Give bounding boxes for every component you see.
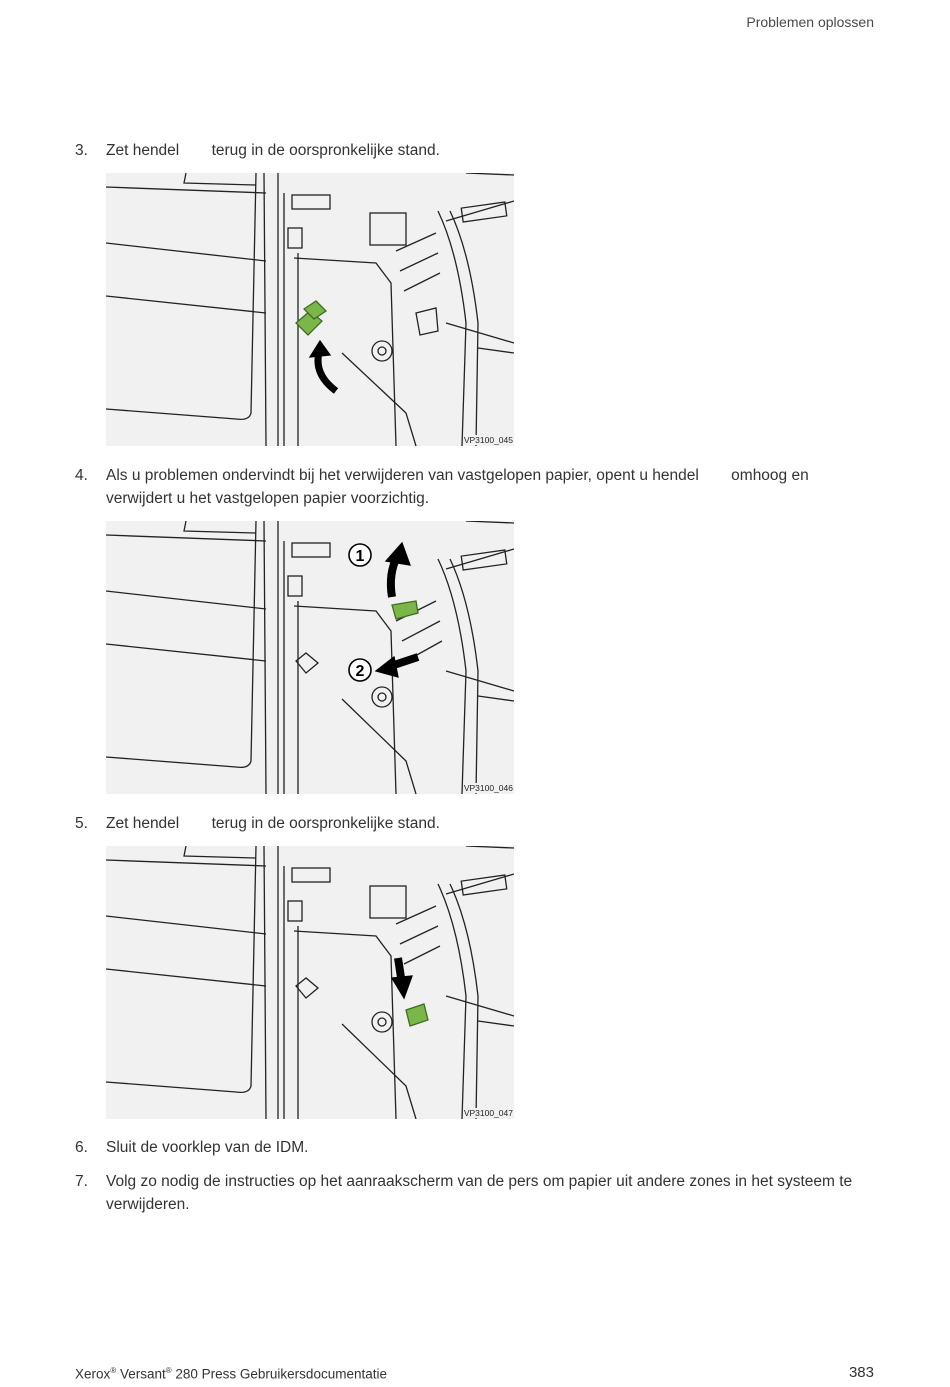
- figure-code: VP3100_047: [463, 1108, 513, 1118]
- illustration-lever-return: [106, 173, 514, 446]
- step-number: 4.: [75, 467, 88, 484]
- step-7: [75, 1170, 875, 1216]
- step-text-before: Als u problemen ondervindt bij het verwijderen van vastgelopen papier, opent u hendel: [106, 467, 699, 484]
- step-number: 5.: [75, 815, 88, 832]
- figure-code: VP3100_046: [463, 783, 513, 793]
- step-text-before: Zet hendel: [106, 142, 180, 159]
- step-4: [75, 464, 875, 510]
- callout-1: 1: [355, 548, 365, 565]
- step-number: 6.: [75, 1139, 88, 1156]
- step-text-before: Zet hendel: [106, 815, 180, 832]
- step-3: [75, 139, 875, 162]
- step-text: Sluit de voorklep van de IDM.: [106, 1139, 309, 1156]
- step-6: [75, 1136, 875, 1159]
- page-header-section: Problemen oplossen: [746, 14, 874, 30]
- step-text-after: terug in de oorspronkelijke stand.: [211, 142, 440, 159]
- illustration-lever-close: [106, 846, 514, 1119]
- step-number: 7.: [75, 1173, 88, 1190]
- step-text: Volg zo nodig de instructies op het aanraakscherm van de pers om papier uit andere zones in het systeem te verwijderen.: [106, 1173, 853, 1213]
- footer-document-title: Xerox® Versant® 280 Press Gebruikersdocumentatie: [75, 1366, 387, 1382]
- illustration-lever-open: [106, 521, 514, 794]
- page-number: 383: [848, 1364, 874, 1381]
- step-text-after: omhoog en verwijdert u het vastgelopen papier voorzichtig.: [106, 467, 809, 507]
- step-text-after: terug in de oorspronkelijke stand.: [211, 815, 440, 832]
- figure-code: VP3100_045: [463, 435, 513, 445]
- step-number: 3.: [75, 142, 88, 159]
- step-5: [75, 812, 875, 835]
- callout-2: 2: [355, 663, 365, 680]
